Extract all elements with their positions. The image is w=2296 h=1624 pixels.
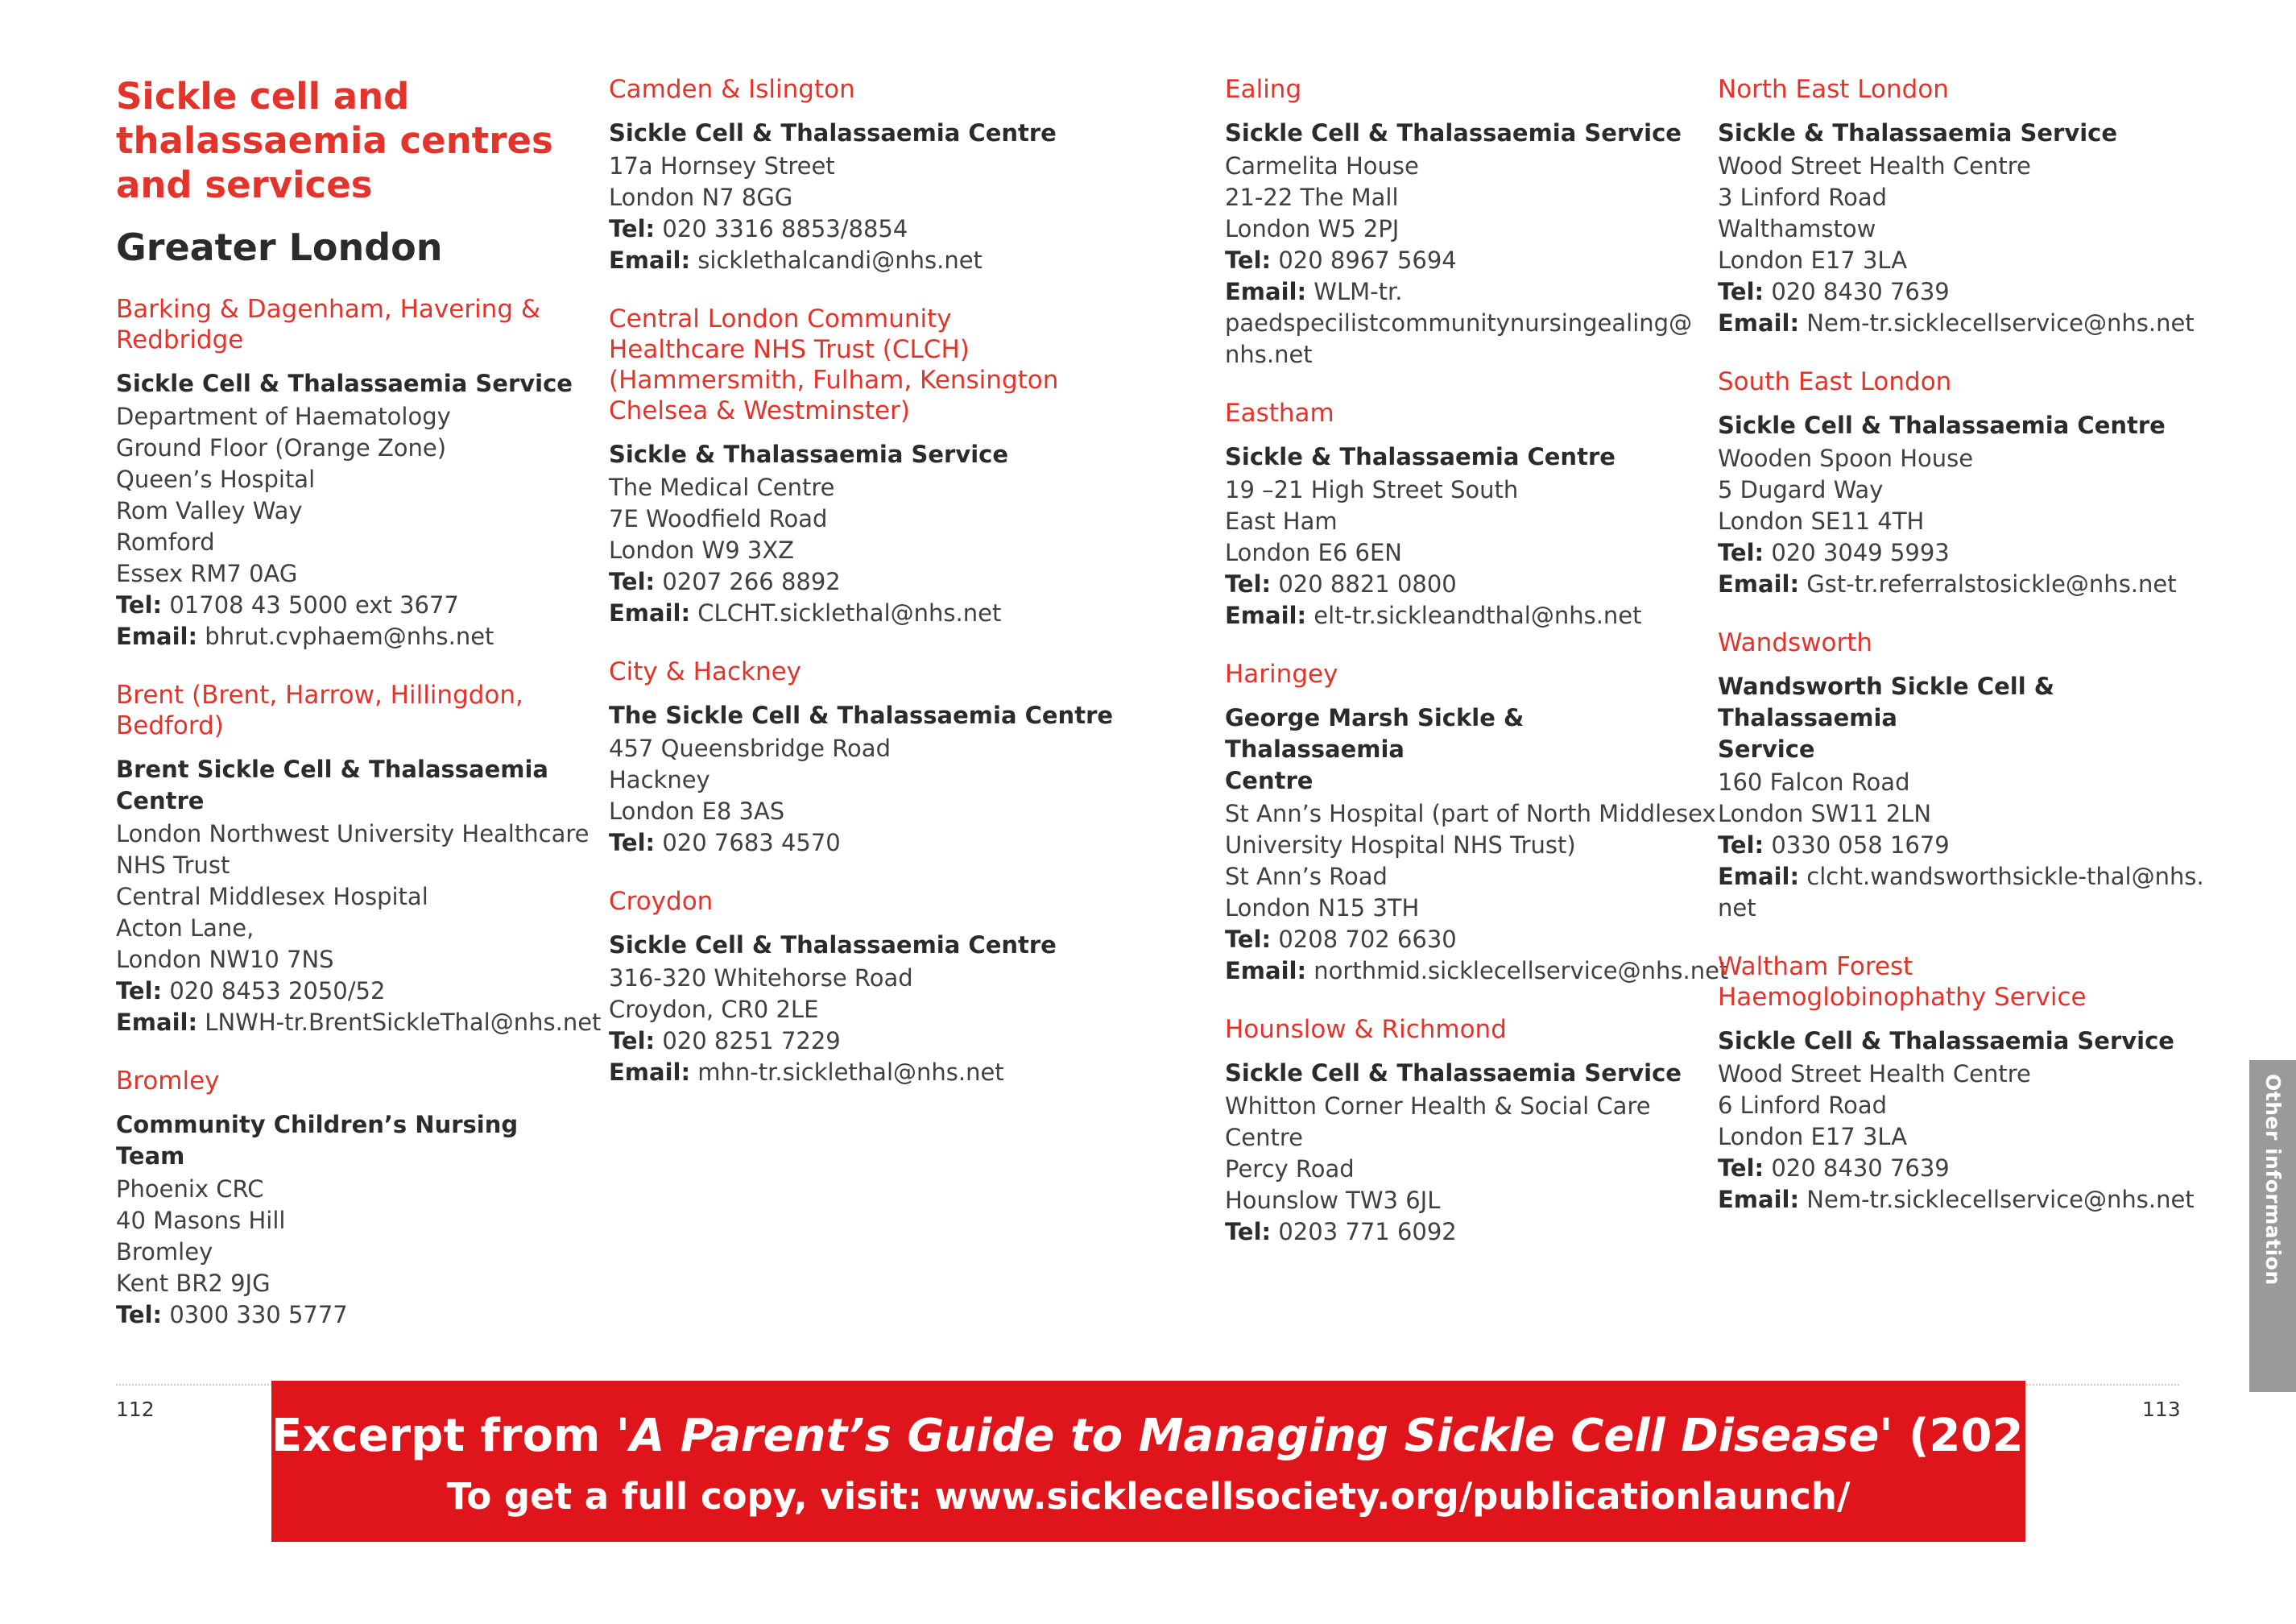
service-entry [1718, 951, 2217, 1216]
service-entry [1718, 367, 2217, 600]
tel-label: Tel: [609, 1027, 656, 1054]
email-address[interactable]: northmid.sicklecellservice@nhs.net [1313, 957, 1729, 984]
service-entry [1718, 628, 2217, 924]
tel-label: Tel: [609, 568, 656, 595]
email-address[interactable]: sicklethalcandi@nhs.net [697, 246, 983, 274]
tel-label: Tel: [1718, 831, 1764, 859]
area-title [1718, 628, 2217, 658]
service-name-line: Sickle Cell & Thalassaemia Centre [609, 119, 1057, 147]
email-line [116, 621, 583, 652]
address-line: Carmelita House [1225, 152, 1419, 180]
banner-book-title: 'A Parent’s Guide to Managing Sickle Cell Disease' [615, 1410, 1893, 1462]
tel-line [1718, 276, 2217, 308]
tel-label: Tel: [1225, 1218, 1272, 1245]
address-line: 40 Masons Hill [116, 1207, 286, 1234]
service-name-line: Sickle Cell & Thalassaemia Service [116, 370, 573, 397]
service-entry [116, 294, 583, 652]
tel-number[interactable]: 020 3316 8853/8854 [662, 215, 908, 242]
area-title [1225, 659, 1692, 690]
tel-line [609, 566, 1205, 598]
service-name [1225, 118, 1692, 149]
tel-number[interactable]: 020 8430 7639 [1771, 1154, 1950, 1182]
tel-line [1718, 1153, 2217, 1184]
email-line [1718, 861, 2217, 893]
email-line [1225, 955, 1729, 987]
page-number-right: 113 [2142, 1398, 2181, 1421]
address-line: 6 Linford Road [1718, 1092, 1888, 1119]
tel-number[interactable]: 020 7683 4570 [662, 829, 841, 856]
address-line: Kent BR2 9JG [116, 1270, 271, 1297]
service-entry [1225, 1014, 1692, 1248]
area-title [1225, 398, 1692, 429]
email-address[interactable]: WLM-tr. [1313, 278, 1403, 305]
address-line: Central Middlesex Hospital [116, 883, 428, 910]
area-title-line: Waltham Forest [1718, 952, 1913, 981]
service-entry [1225, 659, 1729, 987]
email-line [609, 1057, 1205, 1088]
address-line: 3 Linford Road [1718, 184, 1888, 211]
service-name-line: Centre [116, 787, 205, 814]
address-line: London Northwest University Healthcare [116, 820, 590, 847]
address-line: London NW10 7NS [116, 946, 334, 973]
side-tab-label: Other information [2261, 1074, 2285, 1286]
area-title-line: Camden & Islington [609, 75, 855, 104]
tel-line [1225, 245, 1692, 276]
tel-number[interactable]: 020 8251 7229 [662, 1027, 841, 1054]
email-address[interactable]: bhrut.cvphaem@nhs.net [205, 623, 494, 650]
service-entry [1225, 74, 1692, 371]
email-address[interactable]: clcht.wandsworthsickle-thal@nhs. [1806, 863, 2204, 890]
area-title [1718, 74, 2217, 105]
area-title [116, 680, 583, 741]
email-label: Email: [1718, 863, 1800, 890]
service-name-line: Centre [1225, 767, 1313, 794]
area-title-line: Wandsworth [1718, 628, 1873, 657]
service-name-line: Sickle Cell & Thalassaemia Service [1225, 119, 1682, 147]
email-label: Email: [1225, 602, 1307, 629]
service-name [116, 754, 583, 817]
address-line: Hackney [609, 766, 710, 793]
address-line: St Ann’s Hospital (part of North Middlesex [1225, 800, 1716, 827]
area-title [609, 74, 1205, 105]
email-label: Email: [609, 246, 691, 274]
email-label: Email: [609, 1058, 691, 1086]
page-number-left: 112 [116, 1398, 155, 1421]
main-title-line: and services [116, 164, 373, 206]
service-entry [609, 74, 1205, 276]
email-label: Email: [116, 623, 198, 650]
address-line: Essex RM7 0AG [116, 560, 298, 587]
address-line: 160 Falcon Road [1718, 768, 1910, 796]
address-line: Department of Haematology [116, 403, 451, 430]
service-entry [1225, 398, 1692, 632]
tel-number[interactable]: 0330 058 1679 [1771, 831, 1950, 859]
service-name-line: George Marsh Sickle & Thalassaemia [1225, 704, 1524, 763]
service-name [1225, 441, 1692, 473]
area-title-line: Haringey [1225, 660, 1338, 689]
area-title-line: Chelsea & Westminster) [609, 396, 910, 425]
address-line: Wood Street Health Centre [1718, 152, 2031, 180]
tel-number[interactable]: 0300 330 5777 [169, 1301, 348, 1328]
column-1 [116, 74, 602, 1358]
address-line: East Ham [1225, 508, 1338, 535]
address-line: London N15 3TH [1225, 894, 1420, 922]
tel-line [1225, 1216, 1692, 1248]
tel-line [609, 827, 1205, 859]
area-title [1718, 367, 2217, 397]
tel-label: Tel: [116, 591, 163, 619]
address-line: 457 Queensbridge Road [609, 735, 891, 762]
email-address[interactable]: mhn-tr.sicklethal@nhs.net [697, 1058, 1004, 1086]
tel-number[interactable]: 01708 43 5000 ext 3677 [169, 591, 459, 619]
email-label: Email: [609, 599, 691, 627]
email-address[interactable]: nhs.net [1225, 341, 1313, 368]
tel-label: Tel: [1225, 246, 1272, 274]
email-address[interactable]: CLCHT.sicklethal@nhs.net [697, 599, 1002, 627]
banner-year: (2021) [1893, 1410, 2076, 1462]
service-name-line: Brent Sickle Cell & Thalassaemia [116, 756, 548, 783]
service-entry [609, 657, 1205, 859]
service-name-line: Sickle Cell & Thalassaemia Service [1225, 1059, 1682, 1087]
entry-list [1718, 74, 2217, 1216]
tel-label: Tel: [1225, 926, 1272, 953]
service-name [1225, 1058, 1692, 1089]
address-line: Wooden Spoon House [1718, 445, 1974, 472]
area-title-line: Central London Community [609, 304, 952, 334]
service-name-line: Sickle Cell & Thalassaemia Centre [1718, 412, 2166, 439]
area-title [609, 304, 1205, 426]
service-name [1225, 702, 1692, 797]
address-line: 17a Hornsey Street [609, 152, 835, 180]
address-line: Croydon, CR0 2LE [609, 996, 819, 1023]
address-line: Centre [1225, 1124, 1303, 1151]
address-line: Bromley [116, 1238, 213, 1266]
address-line: Percy Road [1225, 1155, 1355, 1183]
address-line: London SE11 4TH [1718, 508, 1925, 535]
address-line: Ground Floor (Orange Zone) [116, 434, 447, 462]
address-line: London E17 3LA [1718, 246, 1908, 274]
email-line [609, 245, 1205, 276]
column-3 [1225, 74, 1729, 1275]
area-title-line: Bedford) [116, 711, 224, 740]
area-title-line: Ealing [1225, 75, 1302, 104]
address-line: London E6 6EN [1225, 539, 1402, 566]
address-line: London N7 8GG [609, 184, 793, 211]
banner-line-1 [271, 1410, 2076, 1463]
area-title-line: Redbridge [116, 325, 244, 354]
area-title-line: North East London [1718, 75, 1949, 104]
excerpt-banner [271, 1381, 2076, 1542]
address-line: London W9 3XZ [609, 536, 795, 564]
tel-line [116, 1299, 583, 1331]
email-address[interactable]: paedspecilistcommunitynursingealing@ [1225, 309, 1693, 337]
email-label: Email: [1718, 1186, 1800, 1213]
column-4 [1718, 74, 2217, 1243]
email-line [1718, 569, 2217, 600]
area-title-line: South East London [1718, 367, 1952, 396]
service-name-line: Sickle & Thalassaemia Centre [1225, 443, 1615, 470]
service-name-line: Wandsworth Sickle Cell & Thalassaemia [1718, 673, 2055, 731]
service-name-line: Sickle Cell & Thalassaemia Centre [609, 931, 1057, 959]
area-title-line: Hounslow & Richmond [1225, 1015, 1507, 1044]
email-line [1718, 1184, 2217, 1216]
address-line: Wood Street Health Centre [1718, 1060, 2031, 1088]
service-name-line: Service [1718, 735, 1815, 763]
email-label: Email: [1718, 309, 1800, 337]
tel-label: Tel: [609, 215, 656, 242]
address-line: Walthamstow [1718, 215, 1876, 242]
main-title [116, 74, 583, 207]
service-entry [609, 886, 1205, 1088]
tel-line [609, 213, 1205, 245]
service-name [116, 368, 583, 400]
tel-label: Tel: [1718, 278, 1764, 305]
area-title [1225, 74, 1692, 105]
area-title-line: Brent (Brent, Harrow, Hillingdon, [116, 681, 523, 710]
column-2 [609, 74, 1205, 1116]
main-title-line: thalassaemia centres [116, 119, 553, 162]
address-line: Queen’s Hospital [116, 466, 316, 493]
tel-label: Tel: [1225, 570, 1272, 598]
email-address[interactable]: elt-tr.sickleandthal@nhs.net [1313, 602, 1642, 629]
area-title-line: Barking & Dagenham, Havering & [116, 295, 541, 324]
email-address[interactable]: Nem-tr.sicklecellservice@nhs.net [1806, 309, 2195, 337]
tel-label: Tel: [116, 1301, 163, 1328]
service-name [609, 118, 1205, 149]
tel-label: Tel: [1718, 1154, 1764, 1182]
tel-number[interactable]: 0203 771 6092 [1278, 1218, 1457, 1245]
area-title-line: (Hammersmith, Fulham, Kensington [609, 366, 1059, 395]
entry-list [609, 74, 1205, 1088]
area-title [609, 886, 1205, 917]
email-line [1718, 893, 2217, 924]
service-entry [116, 680, 602, 1038]
email-line [116, 1007, 602, 1038]
address-line: Hounslow TW3 6JL [1225, 1187, 1441, 1214]
service-entry [1718, 74, 2217, 339]
tel-number[interactable]: 020 8967 5694 [1278, 246, 1457, 274]
address-line: St Ann’s Road [1225, 863, 1388, 890]
email-line [609, 598, 1205, 629]
area-title [1718, 951, 2217, 1013]
tel-line [116, 976, 583, 1007]
area-title-line: Bromley [116, 1067, 220, 1096]
entry-list [1225, 74, 1729, 1248]
email-line [1225, 276, 1692, 308]
area-title [1225, 1014, 1692, 1045]
address-line: Phoenix CRC [116, 1175, 264, 1203]
address-line: 5 Dugard Way [1718, 476, 1884, 503]
email-label: Email: [1718, 570, 1800, 598]
address-line: London E17 3LA [1718, 1123, 1908, 1150]
area-title-line: Eastham [1225, 399, 1334, 428]
tel-line [1718, 830, 2217, 861]
service-name-line: Sickle & Thalassaemia Service [609, 441, 1009, 468]
tel-label: Tel: [609, 829, 656, 856]
entry-list [116, 294, 602, 1331]
address-line: Acton Lane, [116, 914, 254, 942]
address-line: London E8 3AS [609, 798, 785, 825]
address-line: NHS Trust [116, 851, 230, 879]
service-name-line: The Sickle Cell & Thalassaemia Centre [609, 702, 1114, 729]
service-name-line: Community Children’s Nursing Team [116, 1111, 519, 1170]
tel-line [609, 1025, 1205, 1057]
address-line: The Medical Centre [609, 474, 835, 501]
tel-number[interactable]: 020 8453 2050/52 [169, 977, 386, 1005]
tel-line [1225, 924, 1692, 955]
tel-line [116, 590, 583, 621]
service-name [609, 700, 1205, 731]
address-line: University Hospital NHS Trust) [1225, 831, 1576, 859]
tel-number[interactable]: 0207 266 8892 [662, 568, 841, 595]
address-line: Whitton Corner Health & Social Care [1225, 1092, 1651, 1120]
region-title: Greater London [116, 226, 443, 269]
area-title [609, 657, 1205, 687]
banner-prefix: Excerpt from [271, 1410, 616, 1462]
service-name [1718, 118, 2217, 149]
area-title [116, 1066, 583, 1096]
tel-number[interactable]: 020 8430 7639 [1771, 278, 1950, 305]
service-entry [116, 1066, 583, 1331]
banner-line-2[interactable]: To get a full copy, visit: www.sicklecellsociety.org/publicationlaunch/ [446, 1475, 1851, 1518]
email-address[interactable]: net [1718, 894, 1756, 922]
area-title-line: Croydon [609, 887, 714, 916]
tel-label: Tel: [116, 977, 163, 1005]
tel-number[interactable]: 020 3049 5993 [1771, 539, 1950, 566]
service-name [1718, 671, 2217, 765]
email-address[interactable]: Nem-tr.sicklecellservice@nhs.net [1806, 1186, 2195, 1213]
tel-line [1225, 569, 1692, 600]
email-line [1225, 308, 1692, 339]
address-line: London W5 2PJ [1225, 215, 1400, 242]
address-line: 7E Woodfield Road [609, 505, 828, 532]
area-title-line: Healthcare NHS Trust (CLCH) [609, 335, 970, 364]
tel-label: Tel: [1718, 539, 1764, 566]
address-line: Romford [116, 528, 215, 556]
email-label: Email: [1225, 957, 1307, 984]
main-title-line: Sickle cell and [116, 75, 410, 118]
address-line: 316-320 Whitehorse Road [609, 964, 913, 992]
email-line [1225, 339, 1692, 371]
email-line [1225, 600, 1692, 632]
address-line: 21-22 The Mall [1225, 184, 1399, 211]
tel-line [1718, 537, 2217, 569]
tel-number[interactable]: 020 8821 0800 [1278, 570, 1457, 598]
email-address[interactable]: Gst-tr.referralstosickle@nhs.net [1806, 570, 2177, 598]
service-name [116, 1109, 583, 1172]
address-line: 19 –21 High Street South [1225, 476, 1519, 503]
address-line: Rom Valley Way [116, 497, 303, 524]
service-entry [609, 304, 1205, 629]
email-address[interactable]: LNWH-tr.BrentSickleThal@nhs.net [205, 1009, 602, 1036]
service-name [1718, 410, 2217, 441]
service-name [609, 439, 1205, 470]
address-line: London SW11 2LN [1718, 800, 1932, 827]
area-title-line: City & Hackney [609, 657, 802, 686]
tel-number[interactable]: 0208 702 6630 [1278, 926, 1457, 953]
email-line [1718, 308, 2217, 339]
area-title-line: Haemoglobinophathy Service [1718, 983, 2087, 1012]
email-label: Email: [116, 1009, 198, 1036]
area-title [116, 294, 583, 355]
service-name-line: Sickle Cell & Thalassaemia Service [1718, 1027, 2174, 1054]
service-name [609, 930, 1205, 961]
service-name-line: Sickle & Thalassaemia Service [1718, 119, 2118, 147]
service-name [1718, 1025, 2217, 1057]
email-label: Email: [1225, 278, 1307, 305]
